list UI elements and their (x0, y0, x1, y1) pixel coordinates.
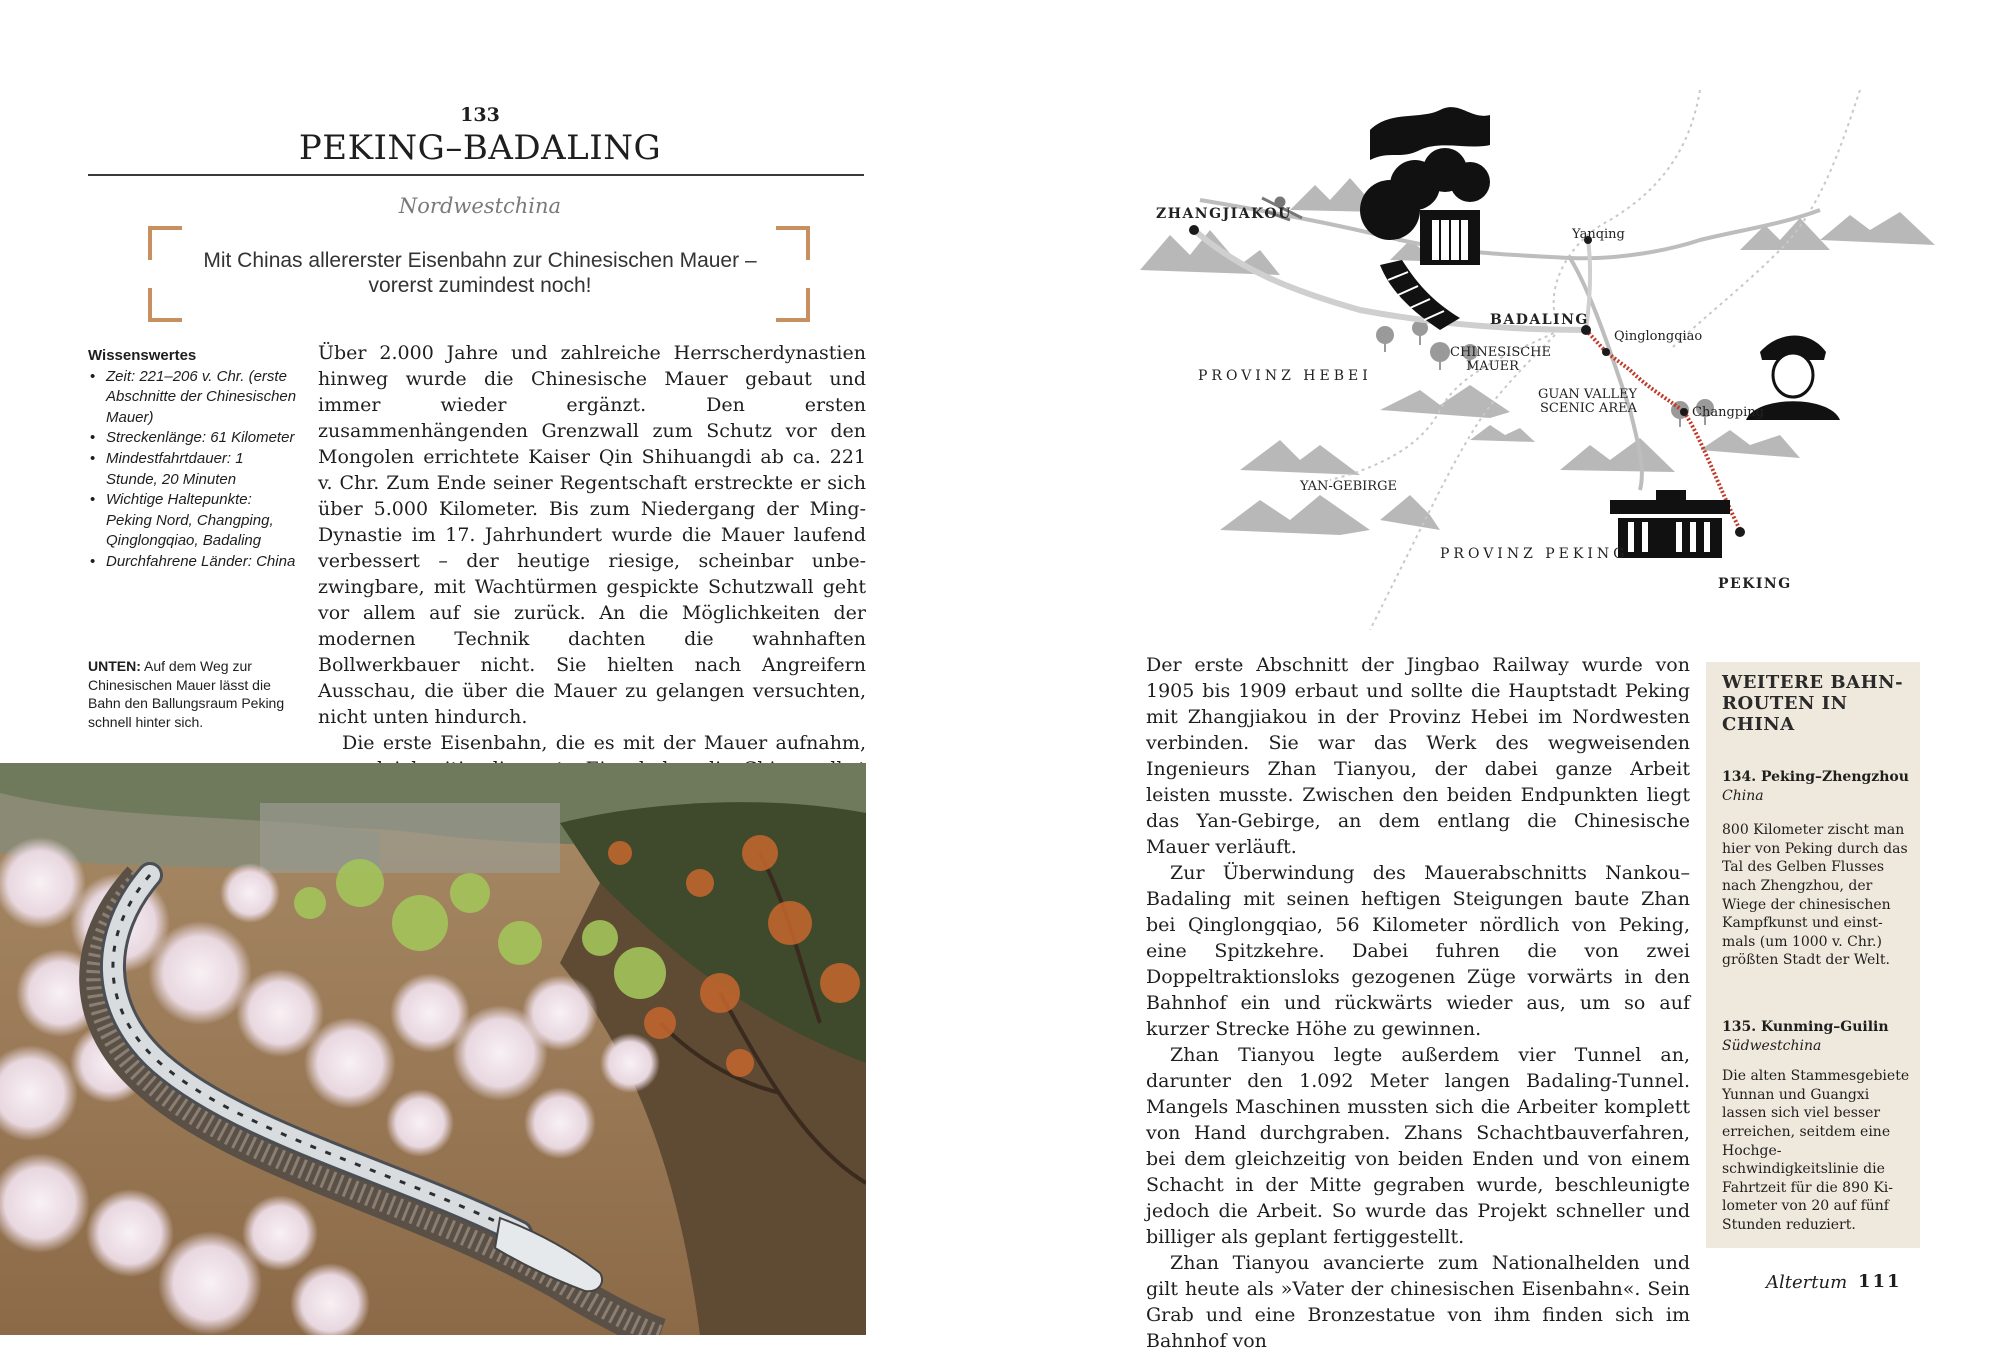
label-yan-gebirge: YAN-GEBIRGE (1300, 479, 1397, 494)
label-peking: PEKING (1718, 576, 1792, 592)
train-photo (0, 763, 866, 1335)
steam-train-icon (1360, 107, 1490, 330)
fact-item: • Streckenlänge: 61 Kilometer (88, 428, 298, 449)
sidebar-route-text: 800 Kilometer zischt man hier von Peking durch das Tal des Gelben Flusses nach Zhengzhou, der Wiege der chinesischen Kampfkunst und einstmals (um 1000 v. Chr.) größten Stadt der Welt. (1722, 822, 1908, 969)
label-provinz-peking: PROVINZ PEKING (1440, 546, 1629, 562)
footer-section-name: Altertum (1766, 1272, 1848, 1293)
sidebar-route (1722, 1018, 1910, 1235)
label-qinglongqiao: Qinglongqiao (1614, 329, 1703, 344)
fact-item: • Mindestfahrtdauer: 1 Stunde, 20 Minuten (88, 449, 298, 490)
sidebar-route-region: China (1722, 787, 1764, 804)
label-scenic-area: SCENIC AREA (1540, 401, 1637, 416)
bracket-bottom-left (148, 288, 182, 322)
caption-text: Auf dem Weg zur Chinesischen Mauer lässt die Bahn den Ballungsraum Peking schnell hinter sich. (88, 658, 285, 730)
sidebar-route-text: Die alten Stammesgebiete Yunnan und Guangxi lassen sich viel besser erreichen, seitdem eine Hochgeschwindigkeitslinie die Fahrtzeit für die 890 Kilometer von 20 auf fünf Stunden reduziert. (1722, 1068, 1910, 1233)
sidebar-route-region: Südwestchina (1722, 1037, 1822, 1054)
paragraph: Über 2.000 Jahre und zahlreiche Herrscherdynastien hinweg wurde die Chinesische Mauer gebaut und immer wieder ergänzt. Den ersten zusammenhängenden Grenzwall zum Schutz vor den Mongolen errichtete Kaiser Qin Shihuangdi ab ca. 221 v. Chr. Zum Ende seiner Regentschaft erstreckte er sich über 5.000 Kilometer. Bis zum Niedergang der Ming-Dynastie im 17. Jahrhundert wurde die Mauer laufend verbessert – der heutige riesige, scheinbar unbezwingbare, mit Wachtürmen gespickte Schutzwall geht vor allem auf sie zurück. An die Möglichkeiten der modernen Technik dachten die wahnhaften Bollwerkbauer nicht. Sie hielten nach Angreifern Ausschau, die über die Mauer zu gelangen versuchten, nicht unten hindurch. (318, 342, 866, 728)
route-map (1140, 90, 1940, 630)
route-number: 133 (460, 104, 500, 126)
body-text-right (1146, 652, 1690, 1354)
subtitle-line-1: Mit Chinas allererster Eisenbahn zur Chinesischen Mauer – (203, 249, 757, 272)
sidebar-more-routes (1706, 662, 1920, 1248)
label-zhangjiakou: ZHANGJIAKOU (1156, 206, 1292, 222)
subtitle-line-2: vorerst zumindest noch! (368, 274, 592, 297)
sidebar-title: WEITERE BAHNROUTEN IN CHINA (1722, 672, 1903, 735)
page-number: 111 (1858, 1271, 1902, 1292)
subtitle (180, 248, 780, 298)
label-yanqing: Yanqing (1572, 227, 1625, 242)
facts-list (88, 367, 298, 573)
bracket-top-left (148, 226, 182, 260)
paragraph: Zur Überwindung des Mauerabschnitts Nankou–Badaling mit seinen heftigen Steigungen baute Zhan bei Qinglongqiao, 56 Kilometer nördlich von Peking, eine Spitzkehre. Dabei fuhren die von zwei Doppeltraktionsloks gezogenen Züge vorwärts in den Bahnhof ein und rückwärts wieder aus, um so auf kurzer Strecke Höhe zu gewinnen. (1146, 862, 1690, 1040)
caption-label: UNTEN: (88, 658, 141, 674)
paragraph: Zhan Tianyou legte außerdem vier Tunnel an, darunter den 1.092 Meter langen Badaling-Tunnel. Mangels Maschinen mussten sich die Arbeiter komplett von Hand durchgraben. Zhans Schachtbauverfahren, bei dem gleichzeitig von beiden Enden und von einem Schacht in der Mitte gegraben wurde, beschleunigte jedoch die Arbeit. So wurde das Projekt schneller und billiger als geplant fertiggestellt. (1146, 1044, 1690, 1248)
sidebar-route-name: 135. Kunming–Guilin (1722, 1019, 1889, 1035)
paragraph: Der erste Abschnitt der Jingbao Railway wurde von 1905 bis 1909 erbaut und sollte die Hauptstadt Peking mit Zhangjiakou in der Provinz Hebei im Nordwesten verbinden. Sie war das Werk des wegweisenden Ingenieurs Zhan Tianyou, der dabei ganze Arbeit leisten musste. Zwischen den beiden Endpunkten liegt das Yan-Gebirge, an dem entlang die Chinesische Mauer verläuft. (1146, 654, 1690, 858)
label-guan-valley: GUAN VALLEY (1538, 387, 1638, 402)
page-title: PEKING–BADALING (298, 128, 662, 168)
label-chinesische: CHINESISCHE (1450, 345, 1552, 360)
title-divider (88, 174, 864, 176)
sidebar-route (1722, 768, 1910, 970)
paragraph: Zhan Tianyou avancierte zum Nationalhelden und gilt heute als »Vater der chinesischen Eisenbahn«. Sein Grab und eine Bronzestatue von ihm finden sich im Bahnhof von (1146, 1252, 1690, 1352)
label-provinz-hebei: PROVINZ HEBEI (1198, 368, 1372, 384)
train-photo-illustration (0, 763, 866, 1335)
sidebar-route-name: 134. Peking–Zhengzhou (1722, 769, 1909, 785)
fact-item: • Zeit: 221–206 v. Chr. (erste Abschnitte der Chinesischen Mauer) (88, 367, 298, 429)
region-label: Nordwestchina (398, 194, 562, 218)
facts-box (88, 346, 298, 573)
fact-item: • Wichtige Haltepunkte: Peking Nord, Changping, Qinglongqiao, Badaling (88, 490, 298, 552)
label-badaling: BADALING (1490, 312, 1589, 328)
bracket-top-right (776, 226, 810, 260)
label-mauer: MAUER (1466, 359, 1519, 374)
fact-item: • Durchfahrene Länder: China (88, 552, 298, 573)
body-text-left (318, 340, 866, 808)
paragraph: Die erste Eisenbahn, die es mit der Mauer aufnahm, (342, 732, 866, 754)
label-changping: Changping (1692, 405, 1764, 420)
photo-caption (88, 657, 298, 731)
facts-heading: Wissenswertes (88, 347, 197, 364)
bracket-bottom-right (776, 288, 810, 322)
